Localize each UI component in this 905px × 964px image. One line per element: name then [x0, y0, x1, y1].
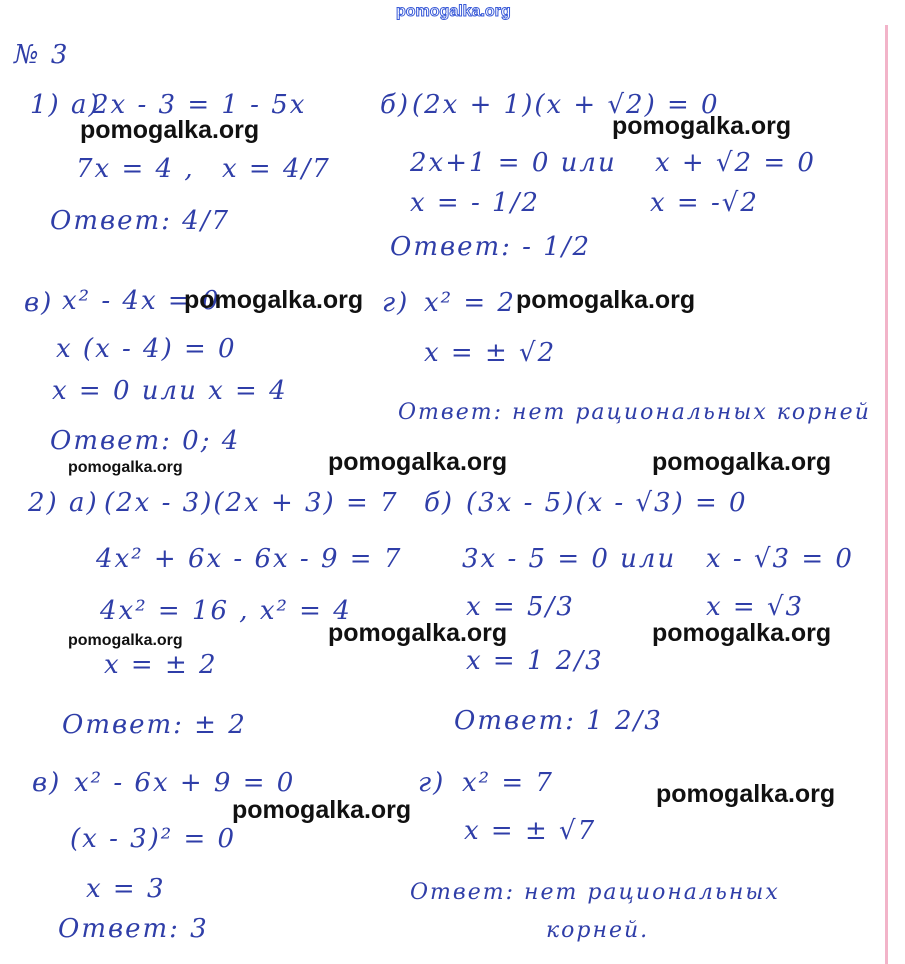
problem-number: № 3	[14, 40, 70, 70]
p2b-step1a: 3x - 5 = 0 или	[462, 544, 677, 574]
p2g-answer-line2: корней.	[546, 918, 650, 943]
watermark: pomogalka.org	[652, 448, 832, 476]
p1b-step2b: x = -√2	[650, 188, 759, 218]
p2a-answer: Ответ: ± 2	[62, 710, 247, 740]
p2a-step3: x = ± 2	[104, 650, 218, 680]
p2b-step1b: x - √3 = 0	[706, 544, 854, 574]
p2b-step2a: x = 5/3	[466, 592, 575, 622]
p1v-equation: x² - 4x = 0	[62, 286, 221, 316]
p2g-equation: x² = 7	[462, 768, 554, 798]
p1a-answer: Ответ: 4/7	[50, 206, 231, 236]
p2g-answer-line1: Ответ: нет рациональных	[410, 880, 780, 905]
p2v-equation: x² - 6x + 9 = 0	[74, 768, 296, 798]
p1v-step1: x (x - 4) = 0	[56, 334, 237, 364]
p2v-step1: (x - 3)² = 0	[70, 824, 237, 854]
p1b-equation: (2x + 1)(x + √2) = 0	[412, 90, 720, 120]
p1g-step: x = ± √2	[424, 338, 557, 368]
watermark: pomogalka.org	[656, 780, 836, 808]
p2a-step1: 4x² + 6x - 6x - 9 = 7	[96, 544, 403, 574]
p2b-label: б)	[424, 488, 455, 518]
p2b-step2b: x = √3	[706, 592, 805, 622]
p1b-step1b: x + √2 = 0	[655, 148, 816, 178]
watermark: pomogalka.org	[328, 448, 508, 476]
watermark: pomogalka.org	[232, 796, 412, 824]
p1g-label: г)	[382, 288, 410, 318]
p1b-answer: Ответ: - 1/2	[390, 232, 592, 262]
p2a-equation: (2x - 3)(2x + 3) = 7	[104, 488, 399, 518]
page-margin-line	[885, 25, 888, 964]
p2b-equation: (3x - 5)(x - √3) = 0	[466, 488, 748, 518]
p1g-equation: x² = 2	[424, 288, 516, 318]
p1v-label: в)	[24, 288, 54, 318]
watermark: pomogalka.org	[68, 459, 183, 476]
watermark: pomogalka.org	[652, 619, 832, 647]
p1a-label: 1) а)	[30, 90, 101, 120]
p2g-label: г)	[418, 768, 446, 798]
p2v-step2: x = 3	[86, 874, 166, 904]
p1g-answer: Ответ: нет рациональных корней	[398, 400, 871, 425]
p1a-step2: x = 4/7	[222, 154, 331, 184]
watermark: pomogalka.org	[328, 619, 508, 647]
p2v-label: в)	[32, 768, 62, 798]
p2v-answer: Ответ: 3	[58, 914, 209, 944]
p1b-label: б)	[380, 90, 411, 120]
p1v-step2: x = 0 или x = 4	[52, 376, 288, 406]
p2g-step: x = ± √7	[464, 816, 597, 846]
p2a-label: 2) а)	[28, 488, 99, 518]
watermark: pomogalka.org	[68, 632, 183, 649]
p1v-answer: Ответ: 0; 4	[50, 426, 241, 456]
p1a-step: 7x = 4 ,	[76, 154, 195, 184]
site-watermark-top[interactable]: pomogalka.org	[396, 3, 511, 20]
watermark: pomogalka.org	[80, 116, 260, 144]
p2a-step2: 4x² = 16 , x² = 4	[100, 596, 352, 626]
p1a-equation: 2x - 3 = 1 - 5x	[92, 90, 307, 120]
p2b-answer: Ответ: 1 2/3	[454, 706, 663, 736]
p2b-step3: x = 1 2/3	[466, 646, 604, 676]
watermark: pomogalka.org	[184, 286, 364, 314]
watermark: pomogalka.org	[612, 112, 792, 140]
p1b-step1a: 2x+1 = 0 или	[410, 148, 617, 178]
watermark: pomogalka.org	[516, 286, 696, 314]
p1b-step2a: x = - 1/2	[410, 188, 540, 218]
